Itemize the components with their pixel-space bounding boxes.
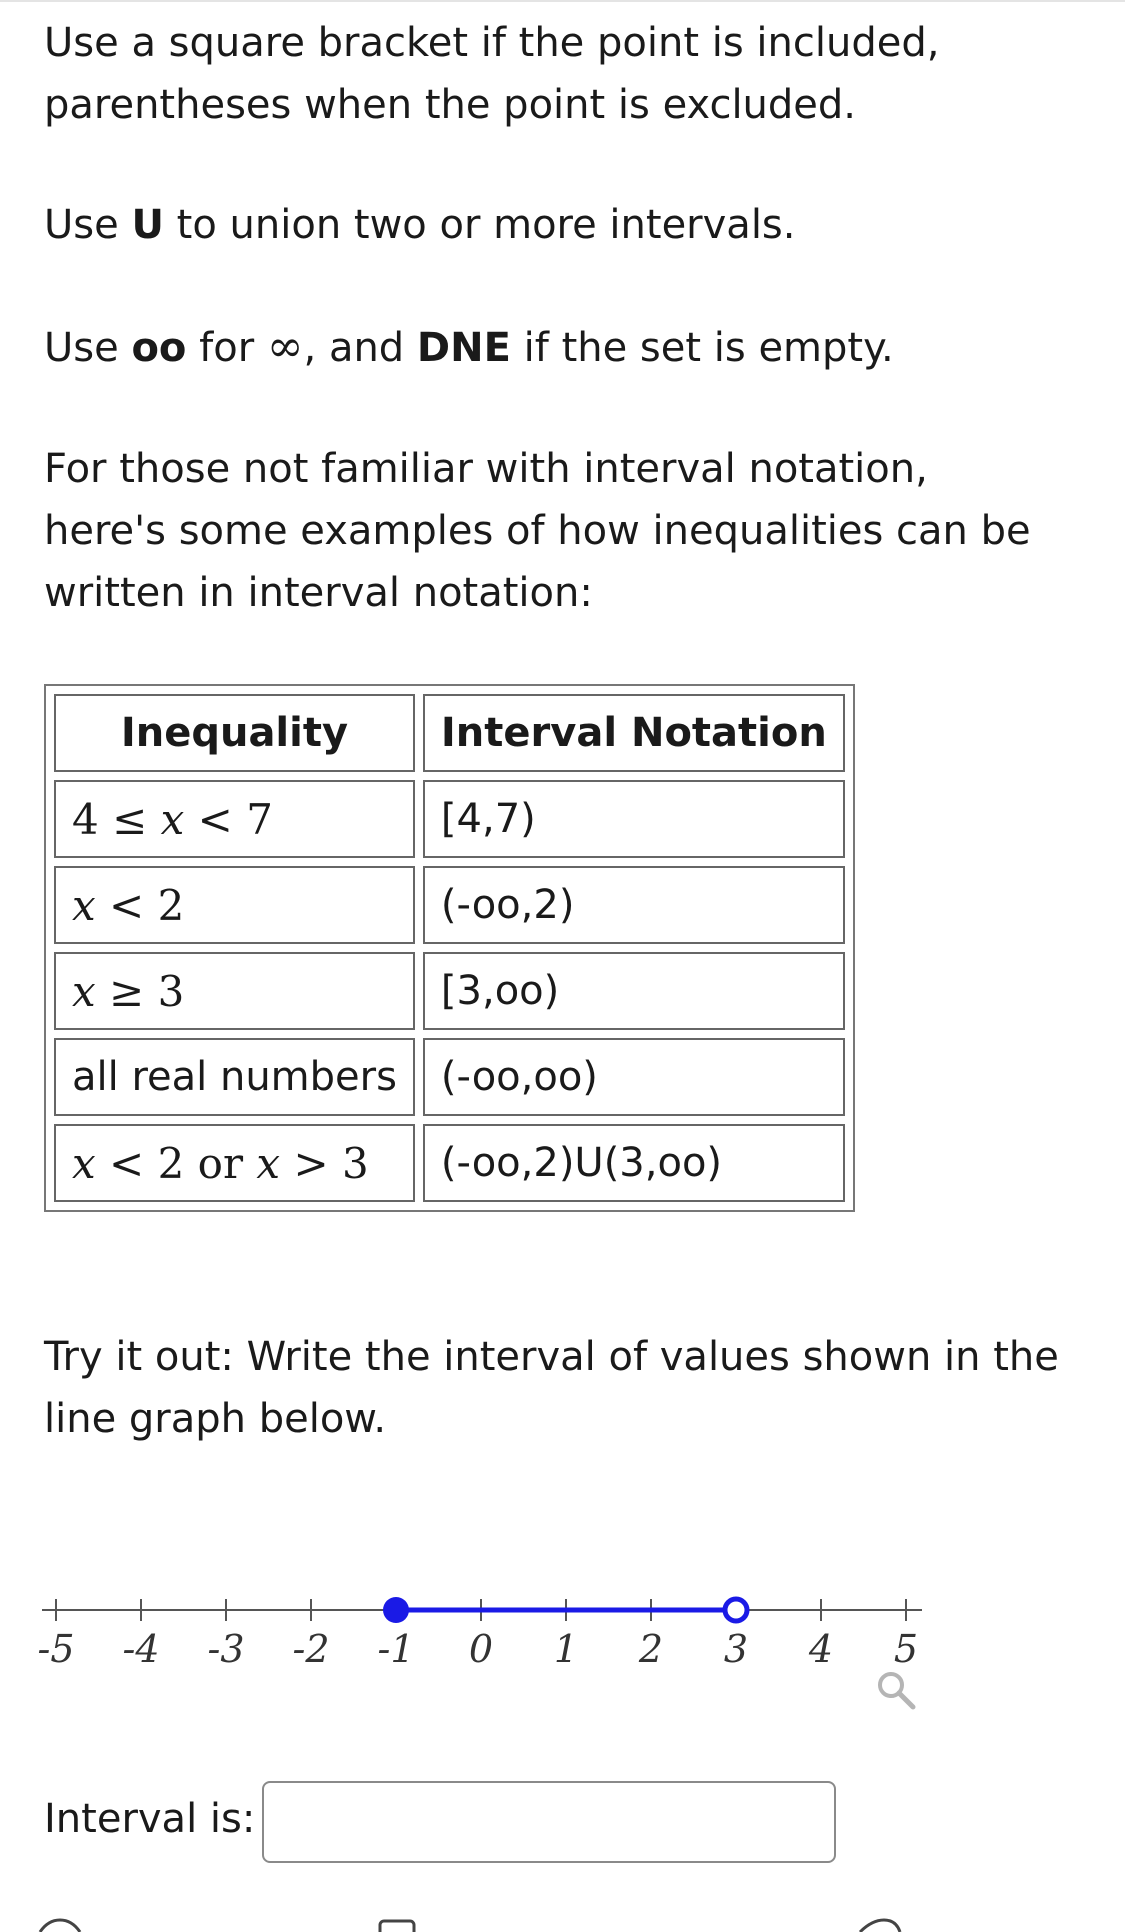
infinity-symbol: ∞: [266, 321, 304, 372]
table-row: [54, 1124, 845, 1202]
table-row: [54, 952, 845, 1030]
tick-label: 4: [808, 1627, 834, 1671]
interval-answer-input[interactable]: [262, 1781, 836, 1863]
number-line-graph: [0, 1580, 1125, 1720]
tick-label: -3: [207, 1627, 245, 1671]
tick-label: 5: [893, 1627, 919, 1671]
table-row: [54, 1038, 845, 1116]
prompt-text: Try it out: Write the interval of values shown in the line graph below.: [44, 1334, 1059, 1442]
infinity-token: oo: [131, 325, 187, 371]
infinity-rule-text: Use oo for ∞, and DNE if the set is empty.: [44, 321, 894, 372]
interval-cell: (-oo,2): [423, 866, 845, 944]
tick-label: -2: [292, 1627, 330, 1671]
tick-label: 1: [553, 1627, 579, 1671]
answer-label: Interval is:: [44, 1796, 256, 1842]
magnifier-icon[interactable]: [880, 1674, 913, 1707]
table-header-row: [54, 694, 845, 772]
intro-text: For those not familiar with interval notation, here's some examples of how inequalities can be written in interval notation:: [44, 446, 1031, 616]
table-row: [54, 780, 845, 858]
dne-token: DNE: [416, 325, 511, 371]
tick-label: 2: [638, 1627, 664, 1671]
inequality-cell: all real numbers: [54, 1038, 415, 1116]
inequality-cell: 4 ≤ x < 7: [54, 780, 415, 858]
interval-cell: [3,oo): [423, 952, 845, 1030]
cut-off-footer: [0, 1918, 1125, 1932]
tick-label: -4: [122, 1627, 160, 1671]
table-row: [54, 866, 845, 944]
header-interval-notation: Interval Notation: [423, 694, 845, 772]
union-rule-text: Use U to union two or more intervals.: [44, 202, 796, 248]
header-inequality: Inequality: [54, 694, 415, 772]
interval-cell: (-oo,oo): [423, 1038, 845, 1116]
interval-examples-table: [44, 684, 855, 1212]
tick-label: 3: [723, 1627, 749, 1671]
interval-cell: [4,7): [423, 780, 845, 858]
top-divider: [0, 0, 1125, 2]
inequality-cell: x ≥ 3: [54, 952, 415, 1030]
interval-cell: (-oo,2)U(3,oo): [423, 1124, 845, 1202]
inequality-cell: x < 2 or x > 3: [54, 1124, 415, 1202]
interval-start-point: [383, 1597, 409, 1623]
tick-label: -5: [37, 1627, 75, 1671]
inequality-cell: x < 2: [54, 866, 415, 944]
tick-label: -1: [377, 1627, 415, 1671]
union-token: U: [131, 202, 164, 248]
interval-end-point: [725, 1599, 747, 1621]
bracket-rule-text: Use a square bracket if the point is included, parentheses when the point is excluded.: [44, 20, 940, 128]
tick-label: 0: [468, 1627, 494, 1671]
